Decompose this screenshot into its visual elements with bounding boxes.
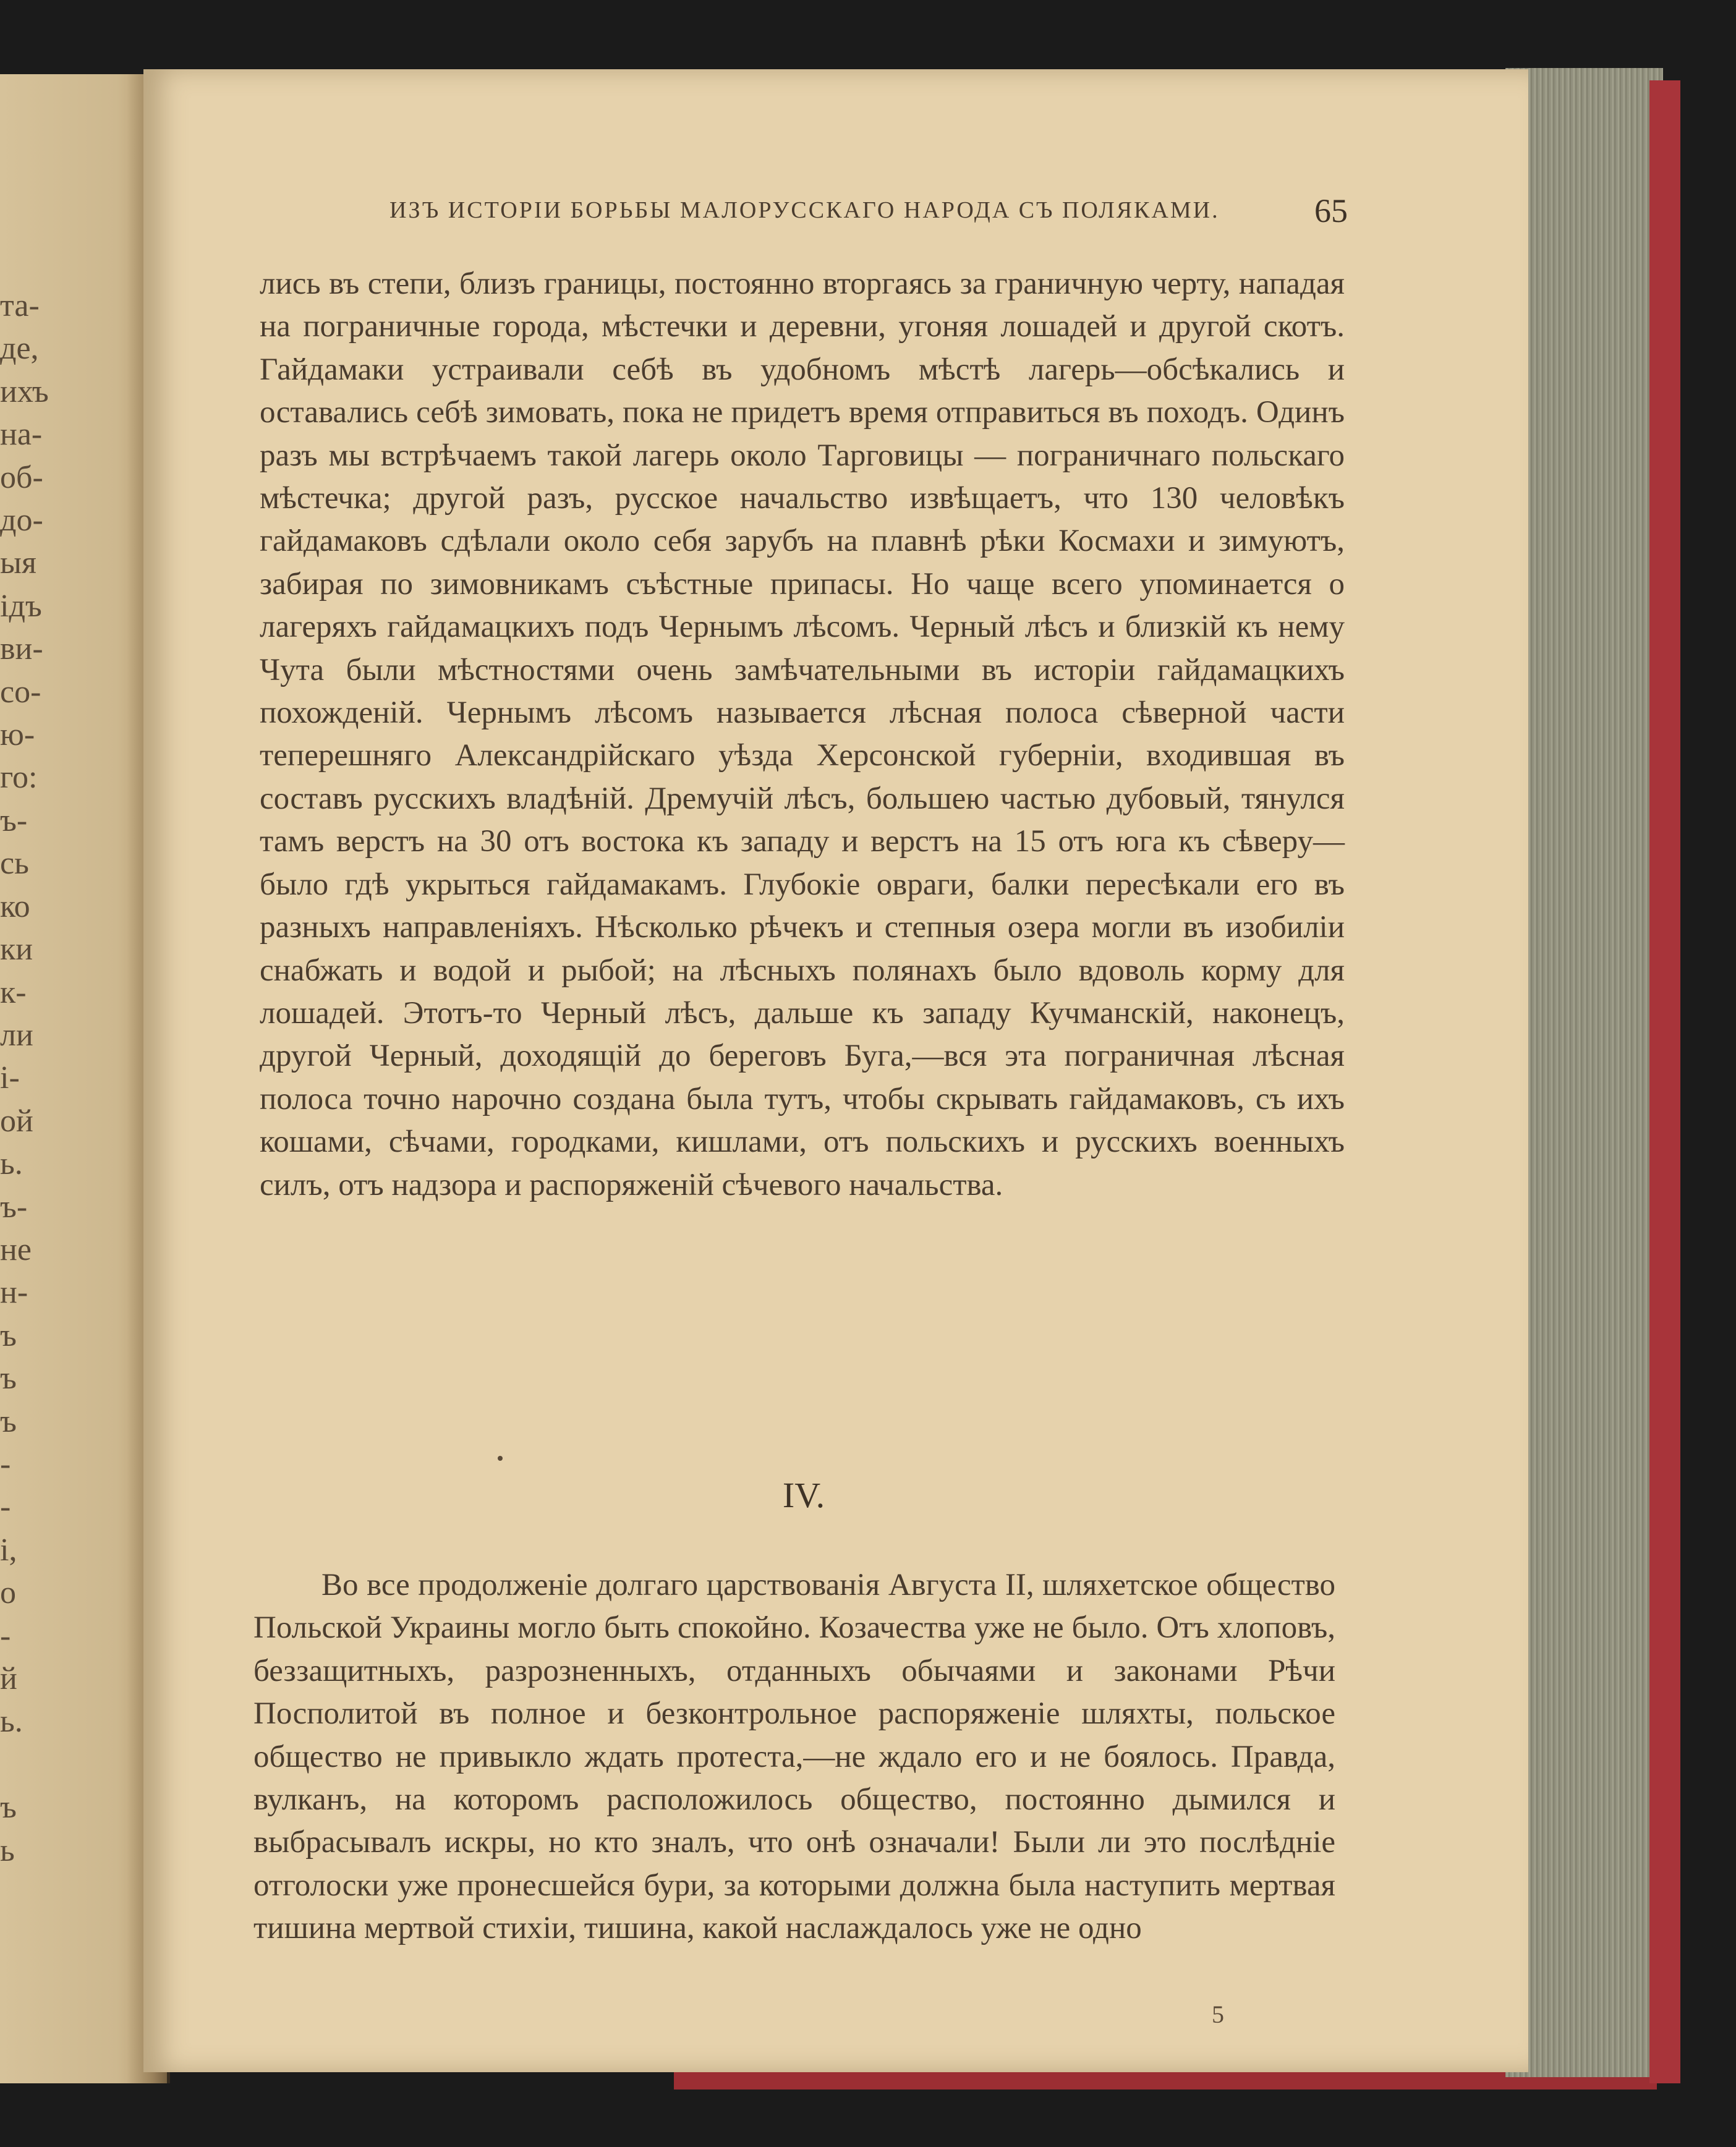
paragraph-2: Во все продолженіе долгаго царствованія Августа II, шляхетское общество Польской Украины могло быть спокойно. Козачества уже не было. Отъ хлоповъ, беззащитныхъ, разрозненныхъ, отданныхъ обычаями и законами Рѣчи Посполитой въ полное и безконтрольное распоряженіе шляхты, польское общество не привыкло ждать протеста,—не ждало его и не боялось. Правда, вулканъ, на которомъ расположилось общество, постоянно дымился и выбрасывалъ искры, но кто зналъ, что онѣ означали! Были ли это послѣдніе отголоски уже пронесшейся бури, за которыми должна была наступить мертвая тишина мертвой стихіи, тишина, какой наслаждалось уже не одно xyxy=(253,1568,1335,1946)
left-fragment: ю- xyxy=(0,717,35,753)
left-fragment: ъ- xyxy=(0,1189,28,1225)
left-fragment: ъ xyxy=(0,1403,17,1439)
left-fragment: к- xyxy=(0,974,27,1010)
left-fragment: де, xyxy=(0,331,39,367)
left-fragment: до- xyxy=(0,503,43,538)
left-fragment: не xyxy=(0,1231,32,1267)
left-fragment: ихъ xyxy=(0,373,49,409)
left-fragment: ъ xyxy=(0,1361,17,1397)
left-fragment: н- xyxy=(0,1275,28,1311)
signature-mark: 5 xyxy=(1212,2000,1224,2028)
section-text-block xyxy=(253,1564,1335,1950)
left-fragment: ь xyxy=(0,1832,15,1868)
page-header xyxy=(389,192,1348,235)
left-fragment: ь. xyxy=(0,1704,23,1740)
left-fragment: і- xyxy=(0,1060,20,1096)
left-fragment: та- xyxy=(0,288,40,323)
ink-dot xyxy=(498,1456,503,1461)
left-fragment: ъ xyxy=(0,1790,17,1826)
left-fragment: ви- xyxy=(0,631,43,667)
left-page-text-fragments xyxy=(0,284,62,1872)
section-heading: IV. xyxy=(782,1475,825,1515)
page-number: 65 xyxy=(1314,192,1348,229)
page-block-edges xyxy=(1505,68,1663,2077)
left-fragment: ой xyxy=(0,1103,33,1139)
left-fragment: й xyxy=(0,1661,17,1696)
main-text-block xyxy=(260,263,1345,1207)
left-fragment: ідъ xyxy=(0,588,42,624)
left-fragment: ъ xyxy=(0,1317,17,1353)
running-head: ИЗЪ ИСТОРІИ БОРЬБЫ МАЛОРУССКАГО НАРОДА СЪ ПОЛЯКАМИ. xyxy=(389,197,1220,223)
left-fragment: ки xyxy=(0,932,33,967)
paragraph-1: лись въ степи, близъ границы, постоянно вторгаясь за граничную черту, нападая на пограничные города, мѣстечки и деревни, угоняя лошадей и другой скотъ. Гайдамаки устраивали себѣ въ удобномъ мѣстѣ лагерь—обсѣкались и оставались себѣ зимовать, пока не придетъ время отправиться въ походъ. Одинъ разъ мы встрѣчаемъ такой лагерь около Тарговицы — пограничнаго польскаго мѣстечка; другой разъ, русское начальство извѣщаетъ, что 130 человѣкъ гайдамаковъ сдѣлали около себя зарубъ на плавнѣ рѣки Космахи и зимуютъ, забирая по зимовникамъ съѣстные припасы. Но чаще всего упоминается о лагеряхъ гайдамацкихъ подъ Чернымъ лѣсомъ. Черный лѣсъ и близкій къ нему Чута были мѣстностями очень замѣчательными въ исторіи гайдамацкихъ похожденій. Чернымъ лѣсомъ называется лѣсная полоса сѣверной части теперешняго Александрійскаго уѣзда Херсонской губерніи, входившая въ составъ русскихъ владѣній. Дремучій лѣсъ, большею частью дубовый, тянулся тамъ верстъ на 30 отъ востока къ западу и верстъ на 15 отъ юга къ сѣверу—было гдѣ укрыться гайдамакамъ. Глубокіе овраги, балки пересѣкали его въ разныхъ направленіяхъ. Нѣсколько рѣчекъ и степныя озера могли въ изобиліи снабжать и водой и рыбой; на лѣсныхъ полянахъ было вдоволь корму для лошадей. Этотъ-то Черный лѣсъ, дальше къ западу Кучманскій, наконецъ, другой Черный, доходящій до береговъ Буга,—вся эта пограничная лѣсная полоса точно нарочно создана была тутъ, чтобы скрывать гайдамаковъ, съ ихъ кошами, сѣчами, городками, кишлами, отъ польскихъ и русскихъ военныхъ силъ, отъ надзора и распоряженій сѣчевого начальства. xyxy=(260,266,1345,1202)
left-fragment: об- xyxy=(0,459,43,495)
left-fragment xyxy=(0,1743,62,1786)
left-fragment: ь. xyxy=(0,1146,23,1182)
left-fragment: ли xyxy=(0,1017,33,1053)
book-cover-spine xyxy=(1649,80,1680,2083)
left-fragment: і, xyxy=(0,1532,17,1568)
left-fragment: на- xyxy=(0,417,43,453)
left-fragment: сь xyxy=(0,846,29,882)
left-fragment: ко xyxy=(0,888,30,924)
left-fragment: со- xyxy=(0,674,41,710)
left-fragment: - xyxy=(0,1489,11,1525)
left-fragment: ъ- xyxy=(0,802,28,838)
left-fragment: - xyxy=(0,1618,11,1654)
left-fragment: ыя xyxy=(0,545,36,581)
left-fragment: о xyxy=(0,1575,16,1611)
left-fragment: го: xyxy=(0,760,38,796)
left-fragment: - xyxy=(0,1446,11,1482)
